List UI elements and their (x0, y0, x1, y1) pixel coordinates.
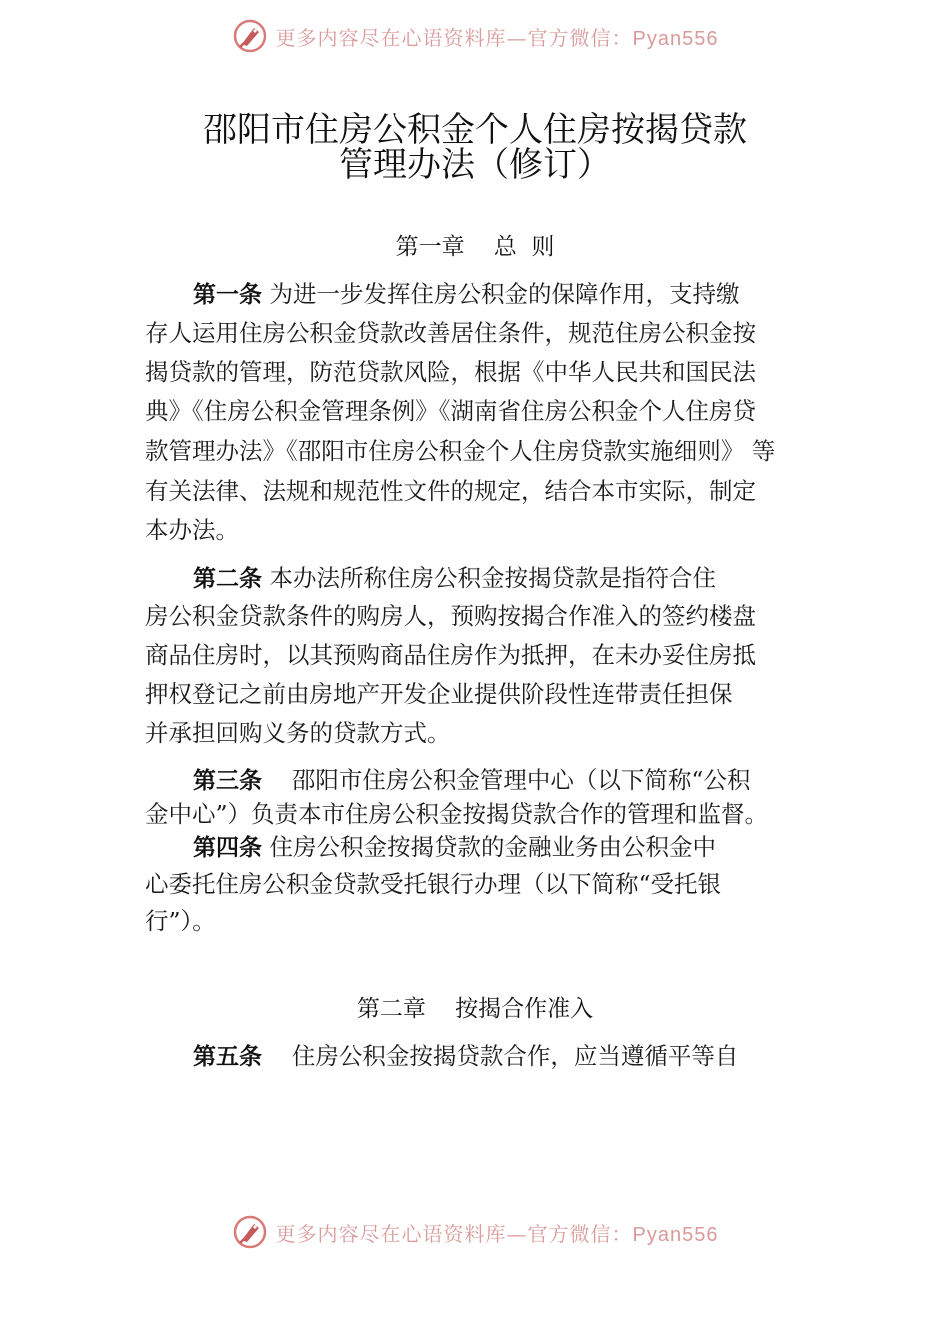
article-1-line: 有关法律、法规和规范性文件的规定，结合本市实际，制定 (145, 477, 756, 505)
footer-watermark-banner (0, 1210, 950, 1254)
article-4-line: 心委托住房公积金贷款受托银行办理（以下简称“受托银 (145, 870, 722, 898)
wechat-id: Pyan556 (632, 1223, 719, 1246)
article-2-line: 第二条 本办法所称住房公积金按揭贷款是指符合住 (193, 564, 716, 592)
fountain-pen-logo-icon (232, 18, 268, 54)
article-4-line: 行”）。 (145, 907, 216, 935)
fountain-pen-logo-icon (232, 1214, 268, 1250)
article-1-line: 揭贷款的管理，防范贷款风险，根据《中华人民共和国民法 (145, 358, 756, 386)
article-1-line: 存人运用住房公积金贷款改善居住条件，规范住房公积金按 (145, 319, 756, 347)
article-3-line: 第三条 邵阳市住房公积金管理中心（以下简称“公积 (193, 766, 751, 794)
article-2-label: 第二条 (193, 566, 262, 592)
article-1-line: 第一条 为进一步发挥住房公积金的保障作用，支持缴 (193, 280, 740, 308)
article-2-line: 押权登记之前由房地产开发企业提供阶段性连带责任担保 (145, 680, 733, 708)
article-1-line: 典》《住房公积金管理条例》《湖南省住房公积金个人住房贷 (145, 397, 756, 425)
article-1-label: 第一条 (193, 282, 262, 308)
article-2-line: 房公积金贷款条件的购房人，预购按揭合作准入的签约楼盘 (145, 602, 756, 630)
chapter-1-heading: 第一章 总 则 (395, 234, 555, 260)
article-5-label: 第五条 (193, 1044, 262, 1070)
article-2-line: 并承担回购义务的贷款方式。 (145, 719, 451, 747)
banner-text: 更多内容尽在心语资料库—官方微信：Pyan556 (275, 25, 719, 50)
banner-text: 更多内容尽在心语资料库—官方微信：Pyan556 (275, 1221, 719, 1246)
article-5-line: 第五条 住房公积金按揭贷款合作，应当遵循平等自 (193, 1042, 739, 1070)
document-title-line-1: 邵阳市住房公积金个人住房按揭贷款 (203, 110, 747, 150)
header-watermark-banner (0, 14, 950, 58)
article-2-line: 商品住房时，以其预购商品住房作为抵押，在未办妥住房抵 (145, 641, 756, 669)
wechat-id: Pyan556 (632, 27, 719, 50)
article-3-line: 金中心”）负责本市住房公积金按揭贷款合作的管理和监督。 (145, 800, 769, 828)
chapter-2-heading: 第二章 按揭合作准入 (356, 996, 594, 1022)
article-1-line: 款管理办法》《邵阳市住房公积金个人住房贷款实施细则》 等 (145, 437, 776, 465)
article-3-label: 第三条 (193, 768, 262, 794)
article-4-label: 第四条 (193, 835, 262, 861)
article-4-line: 第四条 住房公积金按揭贷款的金融业务由公积金中 (193, 833, 716, 861)
article-1-line: 本办法。 (145, 516, 239, 544)
document-title-line-2: 管理办法（修订） (339, 145, 611, 185)
